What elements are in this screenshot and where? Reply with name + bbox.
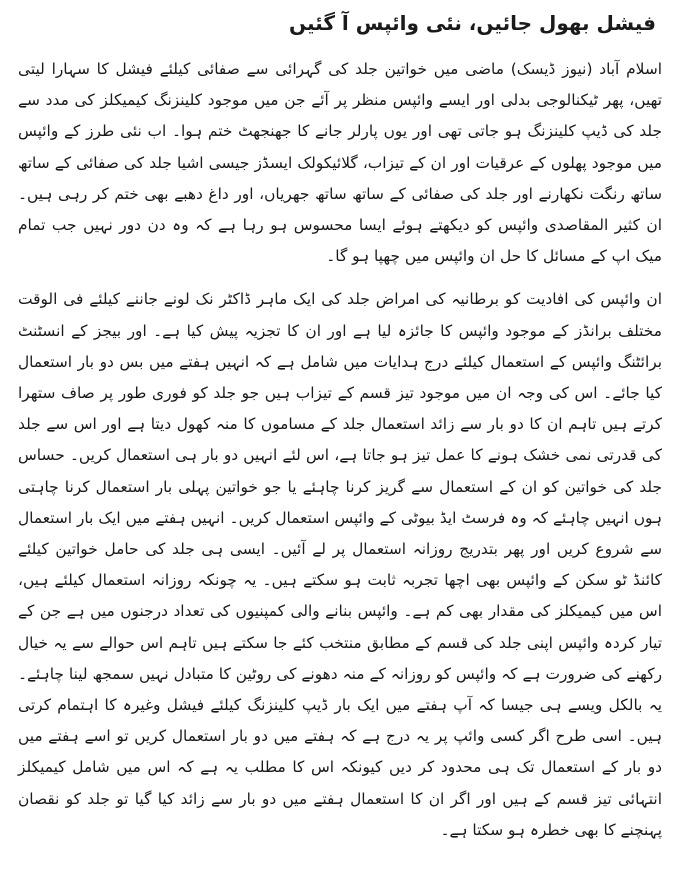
article-paragraph-2: ان وائپس کی افادیت کو برطانیہ کی امراض جلد کی ایک ماہر ڈاکٹر نک لونے جاننے کیلئے فی الوقت مختلف برانڈز کے موجود وائپس کا جائزہ لیا ہے اور ان کا تجزیہ پیش کیا ہے۔ اور بیجز کے انسٹنٹ برائٹنگ وائپس کے استعمال کیلئے درج ہدایات میں شامل ہے کہ انہیں ہفتے میں بس دو بار استعمال کیا جائے۔ اس کی وجہ ان میں موجود تیز قسم کے تیزاب ہیں جو جلد کو فوری طور پر صاف ستھرا کرتے ہیں تاہم ان کا دو بار سے زائد استعمال جلد کے مساموں کا منہ کھول دیتا ہے اور اس سے جلد کی قدرتی نمی خشک ہونے کا عمل تیز ہو جاتا ہے، اس لئے انہیں دو بار ہی استعمال کریں۔ حساس جلد کی خواتین کو ان کے استعمال سے گریز کرنا چاہئے یا جو خواتین پہلی بار استعمال کرنا چاہتی ہوں انہیں چاہئے کہ وہ فرسٹ ایڈ بیوٹی کے وائپس استعمال کریں۔ انہیں ہفتے میں ایک بار استعمال سے شروع کریں اور پھر بتدریج روزانہ استعمال پر لے آئیں۔ ایسی ہی جلد کی حامل خواتین کیلئے کائنڈ ٹو سکن کے وائپس بھی اچھا تجربہ ثابت ہو سکتے ہیں۔ یہ چونکہ روزانہ استعمال کیلئے ہیں، اس میں کیمیکلز کی مقدار بھی کم ہے۔ وائپس بنانے والی کمپنیوں کی تعداد درجنوں میں ہے جن کے تیار کردہ وائپس اپنی جلد کی قسم کے مطابق منتخب کئے جا سکتے ہیں تاہم اس حوالے سے یہ خیال رکھنے کی ضرورت ہے کہ وائپس کو روزانہ کے منہ دھونے کی روٹین کا متبادل نہیں سمجھ لینا چاہئے۔ یہ بالکل ویسے ہی جیسا کہ آپ ہفتے میں ایک بار ڈیپ کلینزنگ کیلئے فیشل وغیرہ کا اہتمام کرتی ہیں۔ اسی طرح اگر کسی وائپ پر یہ درج ہے کہ ہفتے میں دو بار استعمال کریں تو اسے ہفتے میں دو بار کے استعمال تک ہی محدود کر دیں کیونکہ اس کا مطلب یہ ہے کہ اس میں شامل کیمیکلز انتہائی تیز قسم کے ہیں اور اگر ان کا استعمال ہفتے میں دو بار سے زائد کیا گیا تو جلد کو نقصان پہنچنے کا بھی خطرہ ہو سکتا ہے۔ — [18, 290, 662, 839]
news-article — [18, 6, 662, 846]
article-paragraph-1: اسلام آباد (نیوز ڈیسک) ماضی میں خواتین جلد کی گہرائی سے صفائی کیلئے فیشل کا سہارا لیتی تھیں، پھر ٹیکنالوجی بدلی اور ایسے وائپس منظر پر آئے جن میں موجود کلینزنگ کیمیکلز کی مدد سے جلد کی ڈیپ کلینزنگ ہو جاتی تھی اور یوں پارلر جانے کا جھنجھٹ ختم ہوا۔ اب نئی طرز کے وائپس میں موجود پھلوں کے عرقیات اور ان کے تیزاب، گلائیکولک ایسڈز جیسی اشیا جلد کی صفائی کے ساتھ ساتھ رنگت نکھارنے اور جلد کی صفائی کے ساتھ ساتھ جھریاں، اور داغ دھبے بھی ختم کر رہی ہیں۔ ان کثیر المقاصدی وائپس کو دیکھتے ہوئے ایسا محسوس ہو رہا ہے کہ وہ دن دور نہیں جب تمام میک اپ کے مسائل کا حل ان وائپس میں چھپا ہو گا۔ — [18, 60, 662, 266]
article-headline: فیشل بھول جائیں، نئی وائپس آ گئیں — [289, 11, 656, 35]
